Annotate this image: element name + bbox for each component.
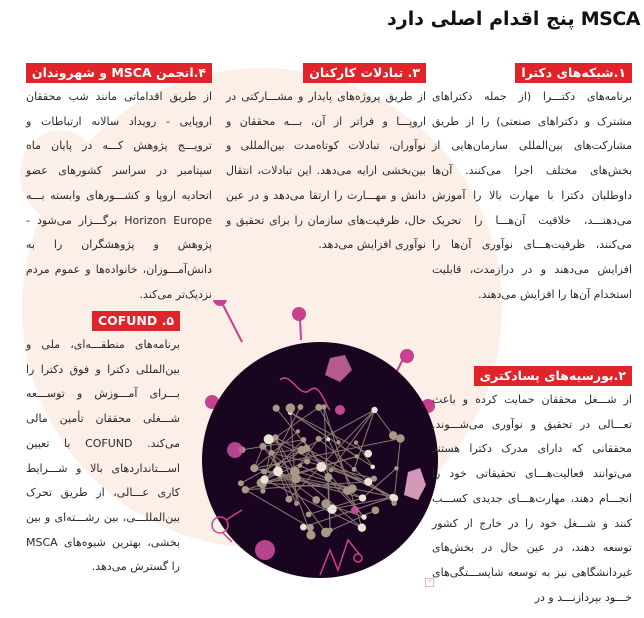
molecule-atom bbox=[297, 404, 303, 410]
molecule-atom bbox=[260, 488, 265, 493]
molecule-atom bbox=[285, 496, 292, 503]
section-cofund bbox=[26, 310, 180, 580]
molecule-atom bbox=[300, 524, 307, 531]
molecule-atom bbox=[389, 431, 397, 439]
molecule-atom bbox=[306, 512, 312, 518]
molecule-atom bbox=[337, 440, 341, 444]
molecule-atom bbox=[297, 446, 306, 455]
molecule-atom bbox=[361, 514, 366, 519]
molecule-atom bbox=[364, 478, 372, 486]
molecule-atom bbox=[358, 524, 366, 532]
molecule-atom bbox=[354, 440, 358, 444]
molecule-atom bbox=[352, 467, 357, 472]
molecule-atom bbox=[364, 450, 372, 458]
section-body: از طریق اقداماتی مانند شب محققان اروپایی - رویداد سالانه ارتباطات و ترویـــج پژوهش کـــه در پایان ماه سپتامبر در سراسر کشورهای عضو اتحادیه اروپا و کشـــورهای وابسته بـــه Horizon Europe برگـــزار می‌شود - پژوهش و پژوهشگران را به دانش‌آمـــوزان، خانواده‌ها و عموم مردم نزدیک‌تر می‌کند. bbox=[26, 90, 212, 301]
spike bbox=[220, 300, 242, 342]
molecule-virus-illustration bbox=[180, 300, 460, 600]
molecule-atom bbox=[316, 462, 326, 472]
molecule-atom bbox=[321, 499, 330, 508]
glow-dot bbox=[227, 442, 243, 458]
corner-mark-icon: + bbox=[426, 578, 433, 585]
molecule-atom bbox=[327, 527, 332, 532]
molecule-atom bbox=[294, 501, 299, 506]
molecule-atom bbox=[391, 500, 396, 505]
molecule-atom bbox=[372, 507, 380, 515]
section-postdoctoral-fellowships bbox=[432, 365, 632, 610]
molecule-atom bbox=[259, 443, 266, 450]
section-body: از شـــغل محققان حمایت کرده و باعث تعـــالی در تحقیق و نوآوری می‌شـــوند. محققانی که دارای مدرک دکترا هستند می‌توانند فعالیت‌هـــای تحقیقاتی خود را انجـــام دهند، مهارت‌هـــای جدیدی کســـب کنند و شـــغل خود را در خارج از کشور توسعه دهند، در عین حال در بخش‌های غیردانشگاهی نیز به توسعه شایســـتگی‌های خـــود بپردازنـــد و در bbox=[432, 393, 632, 604]
molecule-atom bbox=[343, 487, 351, 495]
glow-dot bbox=[351, 506, 359, 514]
molecule-atom bbox=[269, 450, 275, 456]
spike bbox=[300, 318, 301, 340]
molecule-atom bbox=[371, 407, 377, 413]
molecule-atom bbox=[264, 434, 274, 444]
section-heading: ۳. تبادلات کارکنان bbox=[303, 63, 426, 83]
molecule-atom bbox=[324, 473, 332, 481]
molecule-atom bbox=[238, 480, 244, 486]
molecule-atom bbox=[242, 486, 250, 494]
page-title: MSCA پنج اقدام اصلی دارد bbox=[387, 8, 640, 30]
molecule-atom bbox=[291, 474, 300, 483]
molecule-atom bbox=[273, 467, 283, 477]
section-staff-exchanges bbox=[226, 62, 426, 258]
molecule-atom bbox=[286, 403, 296, 413]
molecule-atom bbox=[306, 530, 315, 539]
glow-dot bbox=[335, 405, 345, 415]
section-body: برنامه‌های منطقـــه‌ای، ملی و بین‌المللی دکترا و فوق دکترا را بـــرای آمـــوزش و توســـعه شـــغلی محققان تأمین مالی می‌کند. COFUND با تعیین اســـتانداردهای بالا و شـــرایط کاری عـــالی، از طریق تحرک بین‌المللـــی، بین رشـــته‌ای و بین بخشی، بهترین شیوه‌های MSCA را گسترش می‌دهد. bbox=[26, 338, 180, 574]
molecule-atom bbox=[304, 458, 310, 464]
section-body: از طریق پروژه‌های پایدار و مشـــارکتی در اروپـــا و فراتر از آن، بـــه محققان و نوآوران، تبادلات کوتاه‌مدت بین‌المللی و بین‌بخشی ارایه می‌دهد. این تبادلات، انتقال دانش و مهـــارت را ارتقا می‌دهد و در عین حال، ظرفیت‌های سازمان را برای تحقیق و نوآوری افزایش می‌دهد. bbox=[226, 90, 426, 252]
section-heading: ۴.انجمن MSCA و شهروندان bbox=[26, 63, 212, 83]
section-heading: ۲.بورسیه‌های پسادکتری bbox=[474, 366, 632, 386]
molecule-atom bbox=[370, 465, 375, 470]
molecule-atom bbox=[306, 524, 313, 531]
molecule-atom bbox=[316, 436, 322, 442]
molecule-atom bbox=[326, 437, 330, 441]
molecule-atom bbox=[250, 464, 258, 472]
glow-dot bbox=[255, 540, 275, 560]
section-heading: COFUND .۵ bbox=[92, 311, 180, 331]
molecule-atom bbox=[261, 468, 267, 474]
molecule-atom bbox=[315, 404, 322, 411]
section-msca-and-citizens bbox=[26, 62, 212, 307]
molecule-atom bbox=[394, 466, 398, 470]
spike-tip bbox=[401, 350, 413, 362]
molecule-atom bbox=[298, 463, 303, 468]
molecule-atom bbox=[312, 496, 320, 504]
molecule-atom bbox=[396, 434, 404, 442]
molecule-atom bbox=[273, 405, 280, 412]
spike-tip bbox=[293, 308, 305, 320]
molecule-atom bbox=[354, 454, 359, 459]
molecule-atom bbox=[296, 429, 300, 433]
molecule-atom bbox=[329, 468, 334, 473]
section-heading: ۱.شبکه‌های دکترا bbox=[515, 63, 632, 83]
molecule-atom bbox=[359, 494, 366, 501]
molecule-atom bbox=[301, 437, 307, 443]
spike-tip bbox=[214, 300, 226, 305]
section-doctoral-networks bbox=[432, 62, 632, 307]
molecule-atom bbox=[260, 475, 268, 483]
section-body: برنامه‌های دکتـــرا (از جمله دکتراهای مشترک و دکتراهای صنعتی) را از طریق مشارکت‌های بین‌المللی سازمان‌هایی از بخش‌های مختلف اجرا می‌کنند. آن‌ها داوطلبان دکترا با مهارت بالا را آموزش می‌دهنـــد، خلاقیت آن‌هـــا را تحریک می‌کنند، ظرفیت‌هـــای نوآوری آن‌ها را افزایش می‌دهند و در درازمدت، قابلیت استخدام آن‌ها را افزایش می‌دهند. bbox=[432, 90, 632, 301]
